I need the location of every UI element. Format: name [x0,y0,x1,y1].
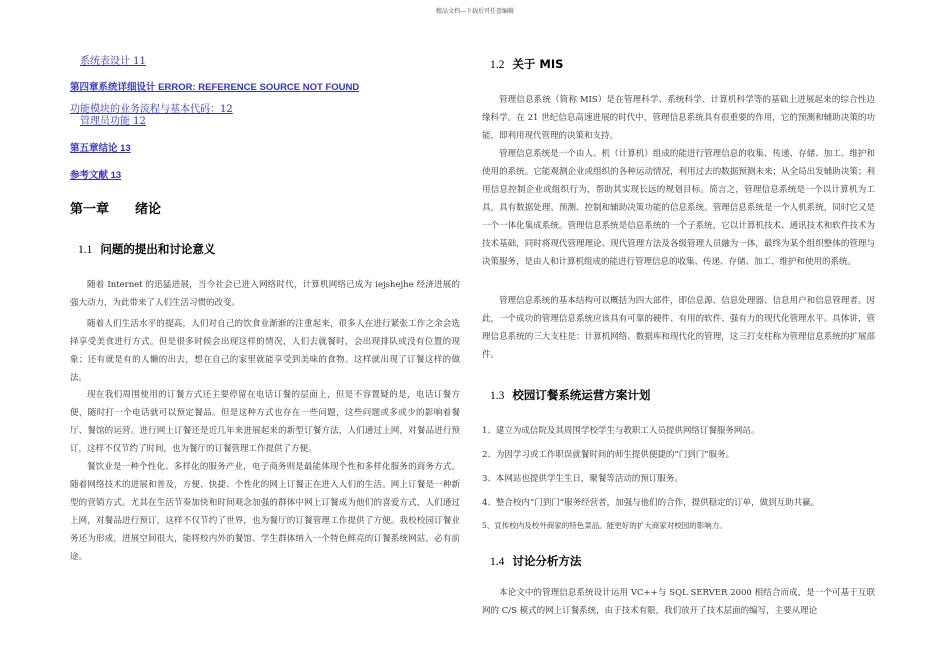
paragraph: 随着人们生活水平的提高，人们对自己的饮食业渐渐的注重起来，很多人在进行紧张工作之余会选择享受美食进行方式。但是很多时候会出现这样的情况，人们去就餐时，会出现排队或没有位置的现象；还有就是有的人懒的出去，想在自己的家里就能享受到美味的食物。这样就出现了订餐这样的做法。 [70,319,460,383]
section-title: 校园订餐系统运营方案计划 [512,388,651,402]
section-1-1-heading [78,241,215,257]
section-1-2-heading [490,56,563,72]
section-number: 1.2 [490,59,505,71]
chapter-title: 绪论 [135,202,162,217]
paragraph: 随着 Internet 的迅猛进展，当今社会已进入网络时代，计算机网络已成为 iejshejhe 经济进展的强大动力，为此带来了人们生活习惯的改变。 [70,280,460,308]
section-number: 1.4 [490,556,505,568]
section-title: 讨论分析方法 [512,554,582,568]
toc-references-link[interactable]: 参考文献 13 [70,170,122,181]
paragraph: 餐饮业是一种个性化、多样化的服务产业，电子商务则是最能体现个性和多样化服务的商务方式。随着网络技术的进展和普及，方便、快捷、个性化的网上订餐正在进入人们的生活。网上订餐是一种新型的营销方式。尤其在生活节奏加快和时间观念加强的群体中网上订餐成为他们的喜爱方式，人们通过上网，对餐品进行预订，这样不仅节约了世界，也为餐厅的订餐管理工作提供了方便。我校校园订餐业务还为形成，进展空间很大，能将校内外的餐馆、学生群体纳入一个特色鲜亮的订餐系统网站，必有前途。 [70,462,460,562]
paragraph: 管理信息系统是一个由人、机（计算机）组成的能进行管理信息的收集、传递、存储、加工、维护和使用的系统。它能观测企业或组织的各种运动情况，利用过去的数据预测未来；从全局出发辅助决策；利用信息控制企业或组织行为，帮助其实现长远的规划目标。简言之，管理信息系统是一个以计算机为工具，具有数据处理、预测、控制和辅助决策功能的信息系统。管理信息系统是一个人机系统，同时它又是一个一体化集成系统。管理信息系统是信息系统的一个子系统，它以计算机技术、通讯技术和软件技术为技术基础，同时将现代管理理论、现代管理方法及各级管理人员融为一体，最终为某个组织整体的管理与决策服务，是由人和计算机组成的能进行管理信息的收集、传递、存储、加工、维护和使用的系统。 [482,149,875,267]
chapter-number: 第一章 [70,202,110,217]
list-item: 1、建立为成信院及其周围学校学生与教职工人员提供网络订餐服务网站。 [482,426,760,436]
section-title: 关于 MIS [512,57,564,71]
chapter-1-heading [70,198,161,217]
paragraph: 管理信息系统（简称 MIS）是在管理科学、系统科学、计算机科学等的基础上进展起来的综合性边缘科学。在 21 世纪信息高速进展的时代中，管理信息系统具有很重要的作用，它的预测和辅助决策的功能，即利用现代管理的决策和支持。 [482,95,875,141]
page-header: 精品文档---下载后可任意编辑 [435,8,515,15]
toc-chapter4-link[interactable]: 第四章系统详细设计 ERROR: REFERENCE SOURCE NOT FOUND [70,82,360,93]
section-number: 1.3 [490,390,505,402]
section-number: 1.1 [78,244,93,256]
list-item: 4、整合校内“门到门”服务经营者，加强与他们的合作，提供稳定的订单，做到互助共赢。 [482,498,820,508]
list-item: 5、宣传校内及校外商家的特色菜品。能更好的扩大商家对校园的影响力。 [482,521,727,530]
section-1-4-heading [490,553,581,569]
list-item: 3、本网站也提供学生生日，聚餐等活动的预订服务。 [482,474,683,484]
paragraph: 本论文中的管理信息系统设计运用 VC++与 SQL SERVER 2000 相结合而成，是一个可基于互联网的 C/S 模式的网上订餐系统，由于技术有限，我们放开了技术层面的编写，主要从理论 [482,588,875,616]
section-title: 问题的提出和讨论意义 [100,242,216,256]
toc-system-table-link[interactable]: 系统表设计 11 [80,56,146,67]
toc-modules-link[interactable]: 功能模块的业务流程与基本代码：12 [70,104,233,115]
toc-admin-link[interactable]: 管理员功能 12 [80,116,146,127]
toc-chapter5-link[interactable]: 第五章结论 13 [70,143,131,154]
paragraph: 现在我们周围使用的订餐方式还主要停留在电话订餐的层面上，但是不容置疑的是，电话订餐方便，随时打一个电话就可以预定餐品。但是这种方式也存在一些问题，这些问题或多或少的影响着餐厅、餐馆的运营。进行网上订餐还是近几年来进展起来的新型订餐方法，人们通过上网，对餐品进行预订，这样不仅节约了时间，也为餐厅的订餐管理工作提供了方便。 [70,390,460,454]
section-1-3-heading [490,387,650,403]
paragraph: 管理信息系统的基本结构可以概括为四大部件，即信息源、信息处理器、信息用户和信息管理者。因此，一个成功的管理信息系统应该具有可靠的硬件、有用的软件、强有力的现代化管理水平。具体讲，管理信息系统的三大支柱是：计算机网络、数据库和现代化的管理，这三打支柱称为管理信息系统的扩展部件。 [482,296,875,360]
list-item: 2、为因学习或工作职误就餐时间的师生提供便捷的“门到门”服务。 [482,450,735,460]
